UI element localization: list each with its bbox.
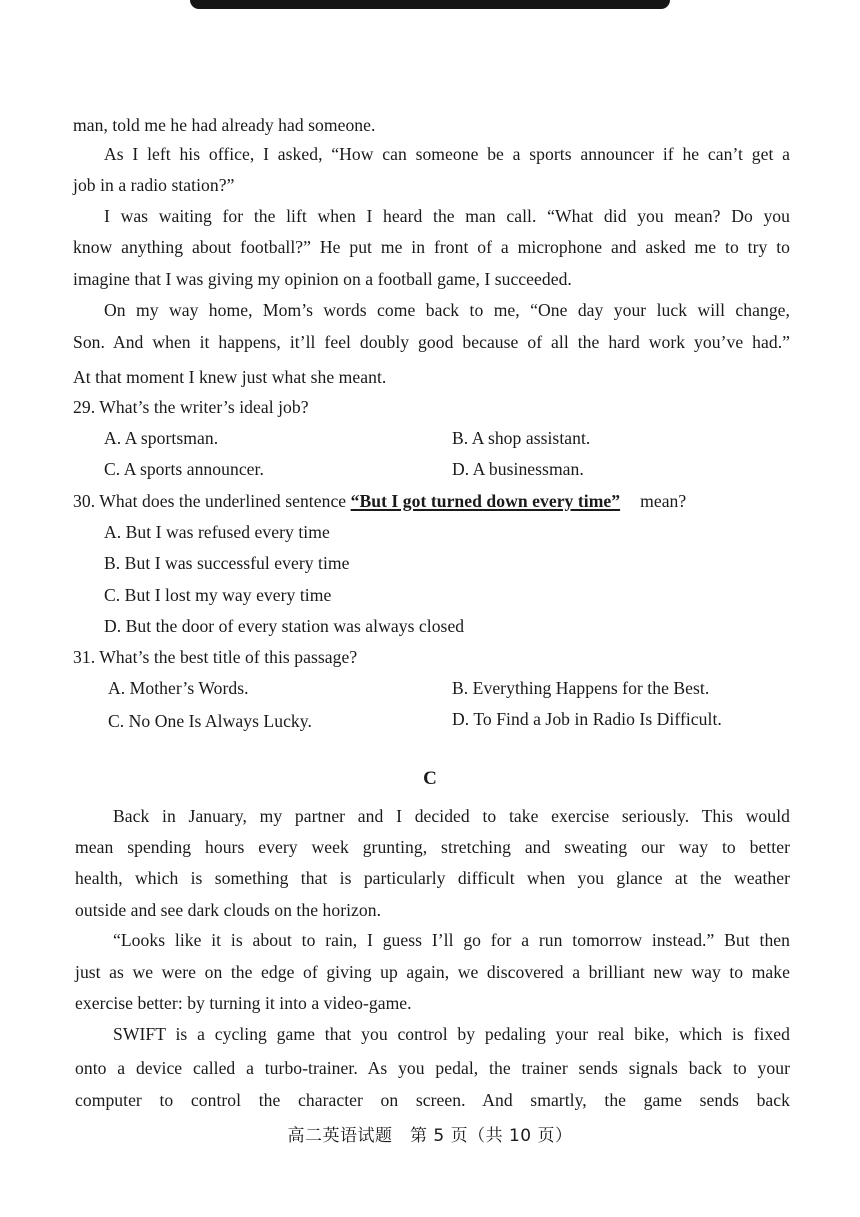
question-30-stem [73,490,686,512]
question-30-stem-end: mean? [640,491,687,511]
passage-line: On my way home, Mom’s words come back to me, “One day your luck will change, [104,300,790,320]
page-footer: 高二英语试题 第 5 页（共 10 页） [287,1126,573,1146]
question-29-stem: 29. What’s the writer’s ideal job? [73,397,309,417]
passage-line: just as we were on the edge of giving up again, we discovered a brilliant new way to make [75,962,790,982]
option-30-d: D. But the door of every station was always closed [104,616,465,636]
passage-line: SWIFT is a cycling game that you control by pedaling your real bike, which is fixed [113,1024,790,1044]
option-31-a: A. Mother’s Words. [108,678,249,698]
passage-line: I was waiting for the lift when I heard the man call. “What did you mean? Do you [104,206,790,226]
option-30-c: C. But I lost my way every time [104,585,332,605]
passage-line: man, told me he had already had someone. [73,115,376,135]
passage-line: imagine that I was giving my opinion on a football game, I succeeded. [73,269,572,289]
passage-line: Back in January, my partner and I decided to take exercise seriously. This would [113,806,790,826]
passage-line: exercise better: by turning it into a video-game. [75,993,412,1013]
question-31-stem: 31. What’s the best title of this passage? [73,647,358,667]
option-29-c: C. A sports announcer. [104,459,264,479]
option-31-b: B. Everything Happens for the Best. [452,678,710,698]
passage-line: outside and see dark clouds on the horizon. [75,900,382,920]
underlined-sentence: “But I got turned down every time” [350,491,621,511]
passage-line: mean spending hours every week grunting, stretching and sweating our way to better [75,837,790,857]
passage-line: “Looks like it is about to rain, I guess I’ll go for a run tomorrow instead.” But then [113,930,790,950]
option-29-a: A. A sportsman. [104,428,219,448]
option-30-b: B. But I was successful every time [104,553,350,573]
option-29-d: D. A businessman. [452,459,584,479]
passage-line: Son. And when it happens, it’ll feel doubly good because of all the hard work you’ve had.” [73,332,790,352]
question-30-stem-text: 30. What does the underlined sentence [73,491,351,511]
option-29-b: B. A shop assistant. [452,428,591,448]
option-31-d: D. To Find a Job in Radio Is Difficult. [452,709,722,729]
passage-line: As I left his office, I asked, “How can someone be a sports announcer if he can’t get a [104,144,790,164]
option-30-a: A. But I was refused every time [104,522,330,542]
passage-line: At that moment I knew just what she meant. [73,367,387,387]
passage-line: job in a radio station?” [73,175,235,195]
passage-line: health, which is something that is particularly difficult when you glance at the weather [75,868,790,888]
passage-line: know anything about football?” He put me in front of a microphone and asked me to try to [73,237,790,257]
passage-line: computer to control the character on screen. And smartly, the game sends back [75,1090,790,1110]
passage-line: onto a device called a turbo-trainer. As you pedal, the trainer sends signals back to your [75,1058,790,1078]
option-31-c: C. No One Is Always Lucky. [108,711,312,731]
passage-c-heading: C [423,768,437,789]
